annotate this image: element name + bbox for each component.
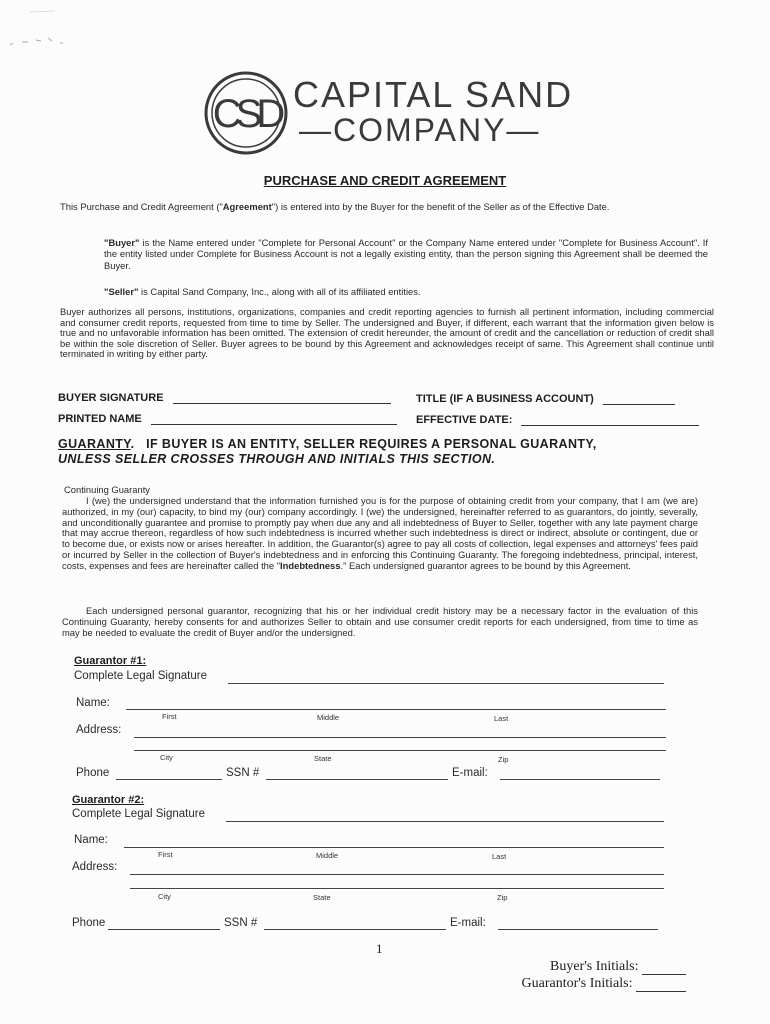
printed-name-row	[58, 413, 397, 425]
buyers-initials-label: Buyer's Initials:	[550, 959, 639, 974]
guarantor-2-name-label: Name:	[74, 834, 108, 846]
guaranty-body: I (we) the undersigned understand that the information furnished you is for the purpose of obtaining credit from your company, that I am (we are) authorized, in my (our) capacity, to bind my (our) company accordingly. I (we) the undersigned, hereinafter referred to as guarantors, do jointly, severally, and unconditionally guarantee and promise to promptly pay when due any and all indebtedness of Buyer to Seller, together with any late payment charge that may accrue thereon, regardless of how such indebtedness is incurred whether such indebtedness is direct or indirect, absolute or contingent, due or to become due, or exists now or arises hereafter. In addition, the Guarantor(s) agree to pay all costs of collection, legal expenses and attorneys' fees paid or incurred by Seller in the collection of Buyer's indebtedness and in enforcing this Continuing Guaranty. The foregoing indebtedness, principal, interest, costs, expenses and fees are hereinafter called the "Indebtedness." Each undersigned guarantor agrees to be bound by this Agreement.	[62, 495, 698, 571]
printed-name-label: PRINTED NAME	[58, 413, 142, 425]
guaranty-consent: Each undersigned personal guarantor, recognizing that his or her individual credit history may be a necessary factor in the evaluation of this Continuing Guaranty, hereby consents for and authorizes Seller to obtain and use consumer credit reports for each undersigned, from time to time as may be needed to evaluate the credit of Buyer and/or the undersigned.	[62, 605, 698, 638]
guarantor-2-signature-label: Complete Legal Signature	[72, 808, 205, 820]
guarantor-1-middle-caption: Middle	[317, 713, 340, 722]
guarantor-1-last-caption: Last	[494, 714, 509, 723]
guarantors-initials-label: Guarantor's Initials:	[521, 976, 633, 991]
guarantor-1-name-label: Name:	[76, 697, 110, 709]
svg-text:CSD: CSD	[212, 92, 280, 136]
guarantor-2-state-caption: State	[313, 893, 331, 902]
guarantors-initials-row	[470, 976, 686, 992]
title-label: TITLE (IF A BUSINESS ACCOUNT)	[416, 393, 594, 405]
guarantor-2-signature-line[interactable]	[226, 821, 664, 822]
guarantor-2-ssn-label: SSN #	[224, 917, 258, 929]
guarantor-1-ssn-line[interactable]	[266, 779, 448, 780]
effective-date-label: EFFECTIVE DATE:	[416, 414, 513, 426]
page-number: 1	[376, 941, 383, 956]
guarantor-1-city-caption: City	[160, 753, 173, 762]
guarantor-2-phone-line[interactable]	[108, 929, 220, 930]
buyer-definition: "Buyer" is the Name entered under "Complete for Personal Account" or the Company Name entered under "Complete for Business Account". If the entity listed under Complete for Business Account is not a legally existing entity, than the person signing this Agreement shall be deemed the Buyer.	[104, 237, 708, 271]
guarantor-1-address-label: Address:	[76, 724, 122, 736]
printed-name-line[interactable]	[151, 414, 397, 425]
brand-name: CAPITAL SAND	[293, 74, 574, 115]
guarantor-2-email-label: E-mail:	[450, 917, 486, 929]
brand-subname: —COMPANY—	[299, 112, 541, 148]
guaranty-heading: GUARANTY. IF BUYER IS AN ENTITY, SELLER REQUIRES A PERSONAL GUARANTY, UNLESS SELLER CROSSES THROUGH AND INITIALS THIS SECTION.	[58, 437, 597, 466]
guarantor-1-signature-line[interactable]	[228, 683, 664, 684]
intro-paragraph: This Purchase and Credit Agreement ("Agreement") is entered into by the Buyer for the benefit of the Seller as of the Effective Date.	[60, 201, 610, 212]
buyers-initials-row	[470, 959, 686, 975]
guarantor-1-ssn-label: SSN #	[226, 767, 260, 779]
guarantor-1-first-caption: First	[162, 712, 177, 721]
guarantor-2-name-line[interactable]	[124, 847, 664, 848]
authorization-paragraph: Buyer authorizes all persons, institutions, organizations, companies and credit reporting agencies to furnish all pertinent information, including commercial and consumer credit reports, requested from time to time by Seller. The undersigned and Buyer, if different, each warrant that the information given below is true and no unfavorable information has been omitted. The extension of credit hereunder, the amount of credit and the cancellation or reduction of credit shall be within the sole discretion of Seller. Buyer agrees to be bound by this Agreement and acknowledges receipt of same. This Agreement shall continue until terminated in writing by either party.	[60, 306, 714, 360]
guarantor-1-address-line[interactable]	[134, 737, 666, 738]
guarantor-1-zip-caption: Zip	[498, 755, 509, 764]
document-title: PURCHASE AND CREDIT AGREEMENT	[263, 173, 507, 188]
guarantor-2-label: Guarantor #2:	[72, 794, 145, 806]
csd-monogram-logo	[203, 70, 289, 156]
effective-date-row	[416, 414, 699, 426]
buyer-signature-row	[58, 392, 391, 404]
guarantor-2-last-caption: Last	[492, 852, 507, 861]
company-logo	[203, 70, 583, 160]
seller-definition: "Seller" is Capital Sand Company, Inc., along with all of its affiliated entities.	[104, 286, 421, 297]
buyer-signature-line[interactable]	[173, 393, 391, 404]
title-row	[416, 393, 675, 405]
guarantor-2-ssn-line[interactable]	[264, 929, 446, 930]
guarantor-2-city-caption: City	[158, 892, 171, 901]
buyers-initials-line[interactable]	[642, 962, 686, 975]
guarantor-2-email-line[interactable]	[498, 929, 658, 930]
guarantor-2-address-line[interactable]	[130, 874, 664, 875]
guarantor-1-name-line[interactable]	[126, 709, 666, 710]
guarantor-2-middle-caption: Middle	[316, 851, 339, 860]
guarantor-1-signature-label: Complete Legal Signature	[74, 670, 207, 682]
guarantor-2-address-line-2[interactable]	[130, 888, 664, 889]
guarantor-1-email-label: E-mail:	[452, 767, 488, 779]
effective-date-line[interactable]	[521, 415, 699, 426]
guarantor-1-email-line[interactable]	[500, 779, 660, 780]
guarantor-1-address-line-2[interactable]	[134, 750, 666, 751]
guarantor-1-phone-label: Phone	[76, 767, 110, 779]
guarantors-initials-line[interactable]	[636, 979, 686, 992]
continuing-guaranty-subhead: Continuing Guaranty	[64, 484, 150, 495]
title-line[interactable]	[603, 394, 675, 405]
guarantor-1-state-caption: State	[314, 754, 332, 763]
guarantor-2-phone-label: Phone	[72, 917, 106, 929]
buyer-signature-label: BUYER SIGNATURE	[58, 392, 164, 404]
guarantor-2-zip-caption: Zip	[497, 893, 508, 902]
guarantor-1-label: Guarantor #1:	[74, 655, 147, 667]
guarantor-2-address-label: Address:	[72, 861, 118, 873]
scan-artifacts	[0, 0, 770, 60]
guarantor-1-phone-line[interactable]	[116, 779, 222, 780]
guarantor-2-first-caption: First	[158, 850, 173, 859]
